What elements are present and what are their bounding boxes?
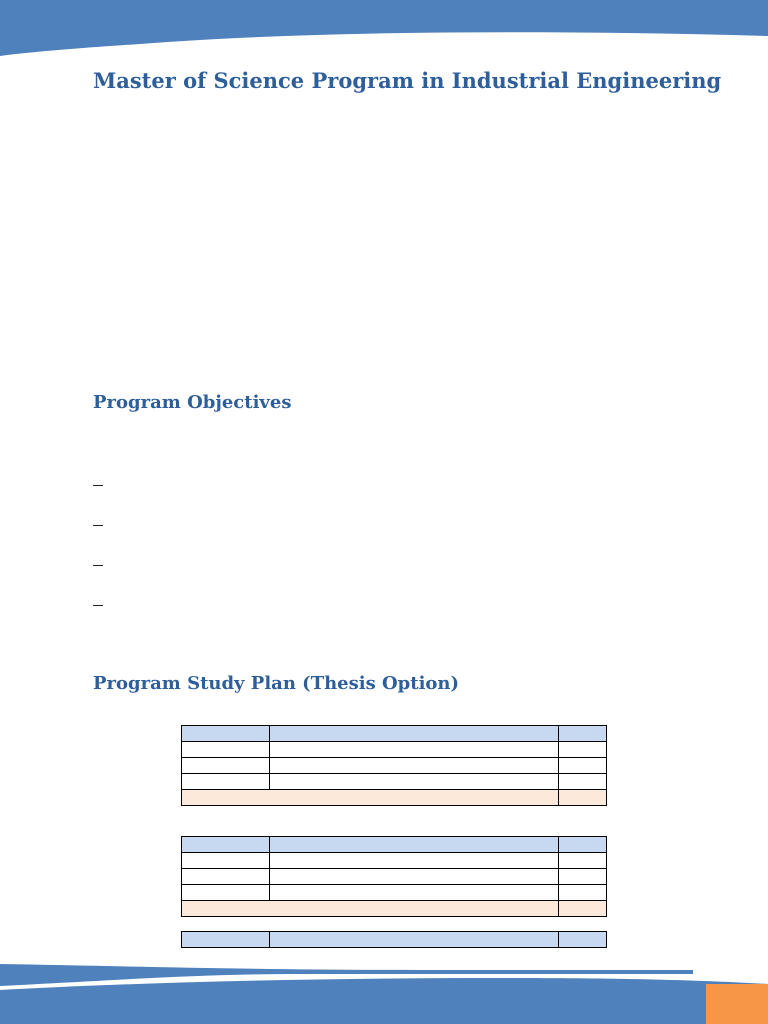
table-cell xyxy=(182,837,270,853)
table-cell xyxy=(270,885,559,901)
table-cell xyxy=(270,758,559,774)
objective-bullet-1 xyxy=(93,476,105,490)
table-header-row xyxy=(182,726,607,742)
table-cell xyxy=(559,932,607,948)
table-cell xyxy=(182,774,270,790)
objective-bullet-2 xyxy=(93,516,105,530)
table-cell xyxy=(182,885,270,901)
table-row xyxy=(182,885,607,901)
table-header-row xyxy=(182,837,607,853)
table-cell xyxy=(270,932,559,948)
table-cell xyxy=(182,901,559,917)
table-header-row xyxy=(182,932,607,948)
table-cell xyxy=(182,758,270,774)
table-cell xyxy=(182,869,270,885)
study-plan-table-semester-2 xyxy=(181,836,607,917)
table-cell xyxy=(559,742,607,758)
section-heading-study-plan: Program Study Plan (Thesis Option) xyxy=(93,673,460,694)
table-cell xyxy=(559,758,607,774)
table-cell xyxy=(182,853,270,869)
table-cell xyxy=(559,853,607,869)
table-cell xyxy=(270,853,559,869)
bottom-banner xyxy=(0,960,768,1024)
table-cell xyxy=(270,726,559,742)
table-cell xyxy=(182,932,270,948)
table-cell xyxy=(270,869,559,885)
top-banner xyxy=(0,0,768,60)
table-cell xyxy=(270,837,559,853)
table-row xyxy=(182,774,607,790)
study-plan-table-semester-3 xyxy=(181,931,607,948)
table-row xyxy=(182,758,607,774)
table-cell xyxy=(182,790,559,806)
table-cell xyxy=(559,885,607,901)
table-cell xyxy=(182,726,270,742)
table-row xyxy=(182,869,607,885)
table-cell xyxy=(559,790,607,806)
table-cell xyxy=(559,774,607,790)
table-cell xyxy=(559,726,607,742)
study-plan-table-semester-1 xyxy=(181,725,607,806)
table-total-row xyxy=(182,901,607,917)
table-cell xyxy=(270,742,559,758)
table-cell xyxy=(559,901,607,917)
table-row xyxy=(182,742,607,758)
table-cell xyxy=(182,742,270,758)
objective-bullet-4 xyxy=(93,596,105,610)
table-row xyxy=(182,853,607,869)
table-cell xyxy=(559,869,607,885)
page-title: Master of Science Program in Industrial Engineering xyxy=(93,68,722,93)
table-cell xyxy=(270,774,559,790)
section-heading-objectives: Program Objectives xyxy=(93,392,292,413)
objective-bullet-3 xyxy=(93,556,105,570)
table-cell xyxy=(559,837,607,853)
table-total-row xyxy=(182,790,607,806)
corner-accent xyxy=(706,984,768,1024)
